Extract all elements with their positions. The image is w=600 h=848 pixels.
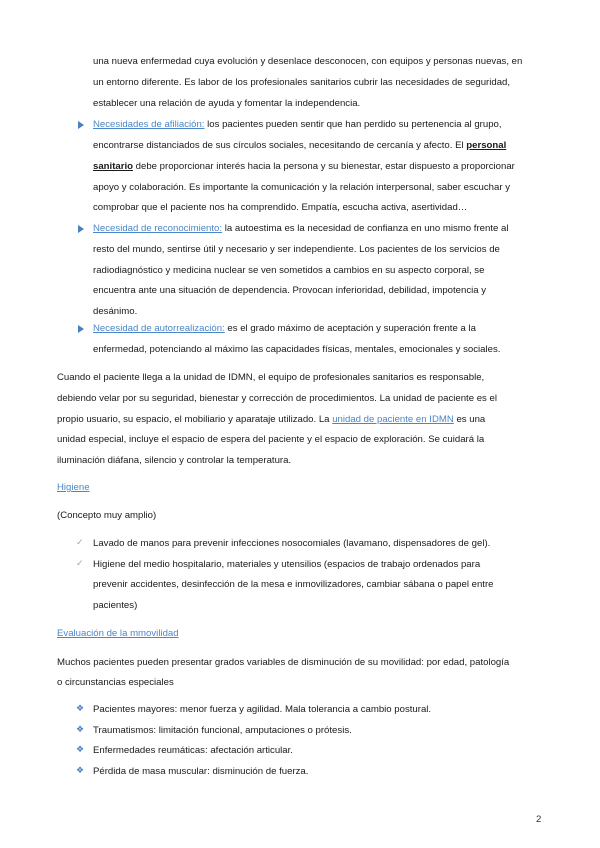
mobility-para-line: o circunstancias especiales — [57, 677, 174, 688]
need-affiliation-title[interactable]: Necesidades de afiliación: — [93, 119, 205, 130]
arrow-bullet-icon — [78, 225, 84, 233]
need-affiliation-line: sanitario debe proporcionar interés hacia la persona y su bienestar, estar dispuesto a proporcionar — [93, 161, 515, 172]
intro-line: un entorno diferente. Es labor de los profesionales sanitarios cubrir las necesidades de seguridad, — [93, 77, 511, 88]
unit-para-line: debiendo velar por su seguridad, bienestar y corrección de procedimientos. La unidad de paciente es el — [57, 393, 497, 404]
need-recognition: Necesidad de reconocimiento: la autoestima es la necesidad de confianza en uno mismo frente al — [93, 223, 509, 234]
page-number: 2 — [536, 814, 542, 825]
need-recognition-line: encuentra ante una situación de dependencia. Provocan inferioridad, debilidad, impotencia y — [93, 285, 487, 296]
intro-line: una nueva enfermedad cuya evolución y desenlace desconocen, con equipos y personas nuevas, en — [93, 56, 523, 67]
intro-line: establecer una relación de ayuda y fomentar la independencia. — [93, 98, 361, 109]
hygiene-item-line: pacientes) — [93, 600, 138, 611]
hygiene-subtitle: (Concepto muy amplio) — [57, 510, 157, 521]
need-affiliation: Necesidades de afiliación: los pacientes pueden sentir que han perdido su pertenencia al grupo, — [93, 119, 502, 130]
hygiene-item-line: prevenir accidentes, desinfección de la mesa e inmovilizadores, cambiar sábana o papel entre — [93, 579, 494, 590]
mobility-item: Traumatismos: limitación funcional, amputaciones o prótesis. — [93, 725, 352, 736]
arrow-bullet-icon — [78, 325, 84, 333]
need-recognition-line: radiodiagnóstico y medicina nuclear se ven sometidos a cambios en su aspecto corporal, se — [93, 265, 485, 276]
mobility-item: Pérdida de masa muscular: disminución de fuerza. — [93, 766, 309, 777]
need-recognition-line: desánimo. — [93, 306, 138, 317]
personal-bold: personal — [466, 140, 507, 151]
hygiene-item: Lavado de manos para prevenir infecciones nosocomiales (lavamano, dispensadores de gel). — [93, 538, 491, 549]
need-recognition-line: resto del mundo, sentirse útil y necesario y ser independiente. Los pacientes de los servicios de — [93, 244, 500, 255]
mobility-item: Pacientes mayores: menor fuerza y agilidad. Mala tolerancia a cambio postural. — [93, 704, 432, 715]
mobility-heading[interactable]: Evaluación de la mmovilidad — [57, 628, 179, 639]
unit-para-line: unidad especial, incluye el espacio de espera del paciente y el espacio de exploración. Se cuidará la — [57, 434, 485, 445]
sanitario-bold: sanitario — [93, 161, 133, 172]
check-bullet-icon: ✓ — [76, 538, 84, 548]
unit-para-line: Cuando el paciente llega a la unidad de IDMN, el equipo de profesionales sanitarios es responsable, — [57, 372, 485, 383]
arrow-bullet-icon — [78, 121, 84, 129]
diamond-bullet-icon: ❖ — [76, 766, 85, 776]
need-affiliation-line: comprobar que el paciente nos ha comprendido. Empatía, escucha activa, asertividad… — [93, 202, 468, 213]
mobility-para-line: Muchos pacientes pueden presentar grados variables de disminución de su movilidad: por edad, patología — [57, 657, 510, 668]
unit-para-line: propio usuario, su espacio, el mobiliario y aparataje utilizado. La unidad de paciente en IDMN es una — [57, 414, 486, 425]
check-bullet-icon: ✓ — [76, 559, 84, 569]
need-self-realization: Necesidad de autorrealización: es el grado máximo de aceptación y superación frente a la — [93, 323, 476, 334]
unit-para-line: iluminación diáfana, silencio y controlar la temperatura. — [57, 455, 292, 466]
need-self-realization-line: enfermedad, potenciando al máximo las capacidades físicas, mentales, emocionales y sociales. — [93, 344, 501, 355]
hygiene-heading[interactable]: Higiene — [57, 482, 90, 493]
hygiene-item: Higiene del medio hospitalario, materiales y utensilios (espacios de trabajo ordenados para — [93, 559, 481, 570]
mobility-item: Enfermedades reumáticas: afectación articular. — [93, 745, 293, 756]
need-affiliation-line: apoyo y colaboración. Es importante la comunicación y la relación interpersonal, saber escuchar y — [93, 182, 511, 193]
diamond-bullet-icon: ❖ — [76, 704, 85, 714]
diamond-bullet-icon: ❖ — [76, 745, 85, 755]
diamond-bullet-icon: ❖ — [76, 725, 85, 735]
need-recognition-title[interactable]: Necesidad de reconocimiento: — [93, 223, 223, 234]
unit-idmn-link[interactable]: unidad de paciente en IDMN — [332, 414, 454, 425]
need-affiliation-line: encontrarse distanciados de sus círculos sociales, necesitando de cercanía y afecto. El personal — [93, 140, 507, 151]
need-self-realization-title[interactable]: Necesidad de autorrealización: — [93, 323, 225, 334]
